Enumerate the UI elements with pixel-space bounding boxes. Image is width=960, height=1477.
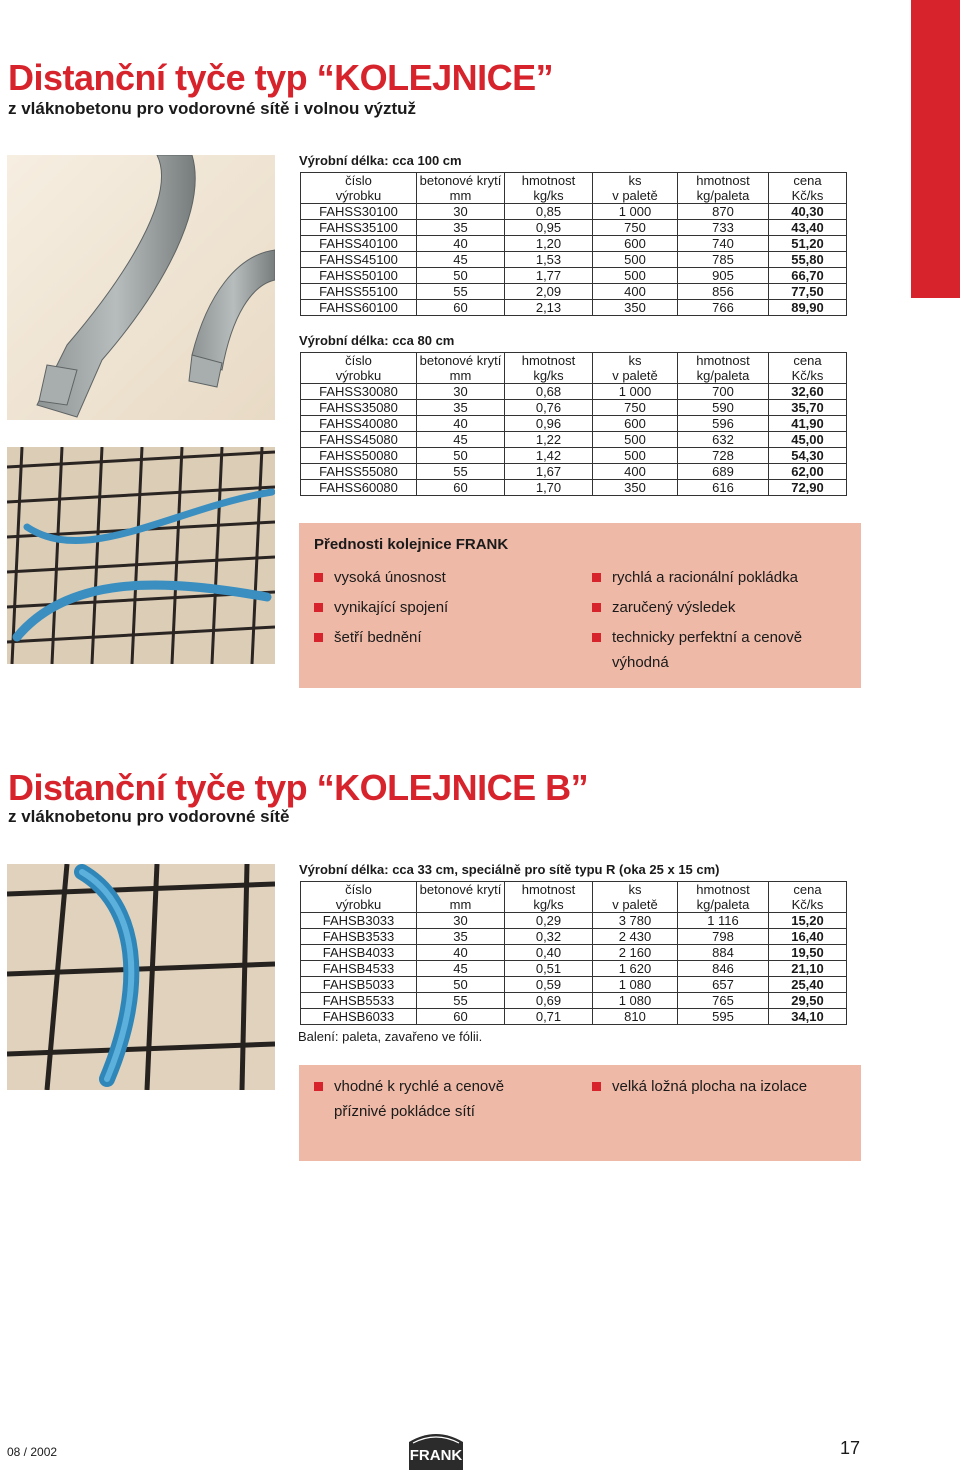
table-cell: 1,70: [505, 480, 593, 496]
table-cell: 0,51: [505, 961, 593, 977]
col-header: betonové krytí: [417, 353, 505, 369]
page-number: 17: [840, 1438, 861, 1458]
advantage-item: [592, 625, 822, 675]
bullet-square-icon: [592, 633, 601, 642]
advantage-item: [314, 565, 584, 590]
table-header-row: [301, 173, 847, 189]
table-cell: 856: [678, 284, 769, 300]
table-cell: 657: [678, 977, 769, 993]
table-cell: 870: [678, 204, 769, 220]
col-header: cena: [769, 353, 847, 369]
col-header: číslo: [301, 353, 417, 369]
table-cell: 0,95: [505, 220, 593, 236]
table-cell: 60: [417, 1009, 505, 1025]
table-cell: 400: [593, 284, 678, 300]
table-cell: 1 080: [593, 977, 678, 993]
product-code-cell: FAHSB3533: [301, 929, 417, 945]
table-cell: 45: [417, 252, 505, 268]
price-cell: 51,20: [769, 236, 847, 252]
table-cell: 689: [678, 464, 769, 480]
table-cell: 500: [593, 432, 678, 448]
table-row: [301, 929, 847, 945]
table-cell: 740: [678, 236, 769, 252]
price-cell: 21,10: [769, 961, 847, 977]
col-header: číslo: [301, 882, 417, 898]
red-edge-tab: [911, 0, 960, 298]
table-cell: 798: [678, 929, 769, 945]
col-header: hmotnost: [505, 353, 593, 369]
col-subheader: kg/paleta: [678, 368, 769, 384]
product-code-cell: FAHSB5533: [301, 993, 417, 1009]
table-cell: 2 430: [593, 929, 678, 945]
table-cell: 50: [417, 977, 505, 993]
table-cell: 55: [417, 284, 505, 300]
table-row: [301, 977, 847, 993]
table-cell: 1,22: [505, 432, 593, 448]
table-cell: 30: [417, 913, 505, 929]
col-header: ks: [593, 882, 678, 898]
table-row: [301, 993, 847, 1009]
table-cell: 765: [678, 993, 769, 1009]
table-header-row: [301, 368, 847, 384]
table-cell: 0,68: [505, 384, 593, 400]
table-cell: 884: [678, 945, 769, 961]
table-row: [301, 384, 847, 400]
rail-b-illustration: [7, 864, 275, 1090]
table-cell: 55: [417, 464, 505, 480]
bullet-square-icon: [314, 573, 323, 582]
table-cell: 2,13: [505, 300, 593, 316]
table-row: [301, 416, 847, 432]
table-cell: 350: [593, 480, 678, 496]
bullet-square-icon: [314, 633, 323, 642]
table-cell: 40: [417, 945, 505, 961]
price-cell: 35,70: [769, 400, 847, 416]
price-cell: 54,30: [769, 448, 847, 464]
price-cell: 89,90: [769, 300, 847, 316]
col-subheader: mm: [417, 368, 505, 384]
table80-label: Výrobní délka: cca 80 cm: [299, 333, 455, 348]
table-cell: 1 116: [678, 913, 769, 929]
table-cell: 766: [678, 300, 769, 316]
table-cell: 1,20: [505, 236, 593, 252]
col-header: hmotnost: [678, 173, 769, 189]
product-code-cell: FAHSS30100: [301, 204, 417, 220]
table-cell: 600: [593, 416, 678, 432]
table-row: [301, 236, 847, 252]
advantage-item: [314, 595, 584, 620]
col-subheader: kg/paleta: [678, 897, 769, 913]
table-row: [301, 400, 847, 416]
product-code-cell: FAHSS60080: [301, 480, 417, 496]
product-code-cell: FAHSS45080: [301, 432, 417, 448]
table-cell: 45: [417, 432, 505, 448]
table-cell: 0,96: [505, 416, 593, 432]
col-subheader: výrobku: [301, 188, 417, 204]
table-cell: 905: [678, 268, 769, 284]
col-subheader: kg/paleta: [678, 188, 769, 204]
col-subheader: Kč/ks: [769, 897, 847, 913]
table-cell: 500: [593, 252, 678, 268]
table-cell: 55: [417, 993, 505, 1009]
bullet-square-icon: [314, 603, 323, 612]
advantage-text: velká ložná plocha na izolace: [612, 1078, 808, 1095]
advantage-text: zaručený výsledek: [612, 599, 736, 616]
table-cell: 60: [417, 480, 505, 496]
col-header: hmotnost: [505, 173, 593, 189]
col-header: betonové krytí: [417, 882, 505, 898]
packaging-note: Balení: paleta, zavařeno ve fólii.: [298, 1029, 483, 1044]
table-cell: 810: [593, 1009, 678, 1025]
table-cell: 785: [678, 252, 769, 268]
table-cell: 1,67: [505, 464, 593, 480]
table-cell: 1,77: [505, 268, 593, 284]
advantage-item: [314, 1074, 514, 1124]
table-row: [301, 252, 847, 268]
advantage-text: vysoká únosnost: [334, 569, 446, 586]
product-code-cell: FAHSS60100: [301, 300, 417, 316]
col-subheader: v paletě: [593, 897, 678, 913]
price-cell: 72,90: [769, 480, 847, 496]
table-cell: 35: [417, 220, 505, 236]
table-cell: 0,40: [505, 945, 593, 961]
table-header-row: [301, 897, 847, 913]
price-cell: 66,70: [769, 268, 847, 284]
table-row: [301, 1009, 847, 1025]
advantage-text: technicky perfektní a cenově výhodná: [612, 629, 803, 671]
col-header: číslo: [301, 173, 417, 189]
col-subheader: v paletě: [593, 188, 678, 204]
table-cell: 60: [417, 300, 505, 316]
advantage-item: [592, 1074, 852, 1099]
price-cell: 34,10: [769, 1009, 847, 1025]
col-subheader: výrobku: [301, 897, 417, 913]
price-cell: 16,40: [769, 929, 847, 945]
table-cell: 1 000: [593, 384, 678, 400]
table-cell: 35: [417, 400, 505, 416]
table-cell: 596: [678, 416, 769, 432]
product-code-cell: FAHSS40100: [301, 236, 417, 252]
table-row: [301, 268, 847, 284]
price-cell: 55,80: [769, 252, 847, 268]
price-cell: 15,20: [769, 913, 847, 929]
mesh-installation-photo: [7, 447, 275, 664]
table-row: [301, 480, 847, 496]
table-row: [301, 204, 847, 220]
table100: [300, 172, 847, 316]
table-row: [301, 220, 847, 236]
footer-date: 08 / 2002: [7, 1445, 58, 1459]
product-code-cell: FAHSS35100: [301, 220, 417, 236]
table-cell: 0,59: [505, 977, 593, 993]
product-code-cell: FAHSS50100: [301, 268, 417, 284]
price-cell: 43,40: [769, 220, 847, 236]
table-cell: 40: [417, 236, 505, 252]
col-subheader: mm: [417, 897, 505, 913]
col-header: hmotnost: [678, 353, 769, 369]
table-cell: 350: [593, 300, 678, 316]
table-row: [301, 961, 847, 977]
table-row: [301, 913, 847, 929]
advantages-b-box: [299, 1065, 861, 1161]
table-cell: 0,32: [505, 929, 593, 945]
col-subheader: Kč/ks: [769, 188, 847, 204]
table-cell: 1 080: [593, 993, 678, 1009]
table-header-row: [301, 882, 847, 898]
section1-title-main: Distanční tyče typ: [8, 57, 317, 98]
logo-text: FRANK: [409, 1447, 463, 1464]
product-code-cell: FAHSB3033: [301, 913, 417, 929]
rail-product-photo: [7, 155, 275, 420]
table-cell: 750: [593, 220, 678, 236]
table-cell: 0,69: [505, 993, 593, 1009]
price-cell: 40,30: [769, 204, 847, 220]
table-cell: 0,29: [505, 913, 593, 929]
col-subheader: mm: [417, 188, 505, 204]
price-cell: 62,00: [769, 464, 847, 480]
product-code-cell: FAHSB4033: [301, 945, 417, 961]
col-header: cena: [769, 173, 847, 189]
product-code-cell: FAHSS35080: [301, 400, 417, 416]
table-cell: 500: [593, 268, 678, 284]
product-code-cell: FAHSB5033: [301, 977, 417, 993]
table-cell: 400: [593, 464, 678, 480]
table-cell: 1,42: [505, 448, 593, 464]
table-cell: 595: [678, 1009, 769, 1025]
table33-label: Výrobní délka: cca 33 cm, speciálně pro sítě typu R (oka 25 x 15 cm): [299, 862, 720, 877]
rail-product-illustration: [7, 155, 275, 420]
table-cell: 1 620: [593, 961, 678, 977]
product-code-cell: FAHSS40080: [301, 416, 417, 432]
price-cell: 29,50: [769, 993, 847, 1009]
table-cell: 0,85: [505, 204, 593, 220]
product-code-cell: FAHSB6033: [301, 1009, 417, 1025]
table-cell: 616: [678, 480, 769, 496]
price-cell: 77,50: [769, 284, 847, 300]
table-cell: 40: [417, 416, 505, 432]
col-header: ks: [593, 353, 678, 369]
bullet-square-icon: [314, 1082, 323, 1091]
col-subheader: výrobku: [301, 368, 417, 384]
bullet-square-icon: [592, 1082, 601, 1091]
table-row: [301, 284, 847, 300]
table-header-row: [301, 353, 847, 369]
table-cell: 500: [593, 448, 678, 464]
advantage-item: [592, 565, 842, 590]
product-code-cell: FAHSS45100: [301, 252, 417, 268]
price-cell: 19,50: [769, 945, 847, 961]
section1-subtitle: z vláknobetonu pro vodorovné sítě i volnou výztuž: [8, 99, 417, 118]
table-cell: 2 160: [593, 945, 678, 961]
price-cell: 25,40: [769, 977, 847, 993]
table-cell: 35: [417, 929, 505, 945]
table-row: [301, 300, 847, 316]
section2-title-main: Distanční tyče typ: [8, 767, 317, 808]
table-header-row: [301, 188, 847, 204]
table-cell: 30: [417, 384, 505, 400]
col-header: hmotnost: [505, 882, 593, 898]
table-cell: 0,71: [505, 1009, 593, 1025]
table-cell: 600: [593, 236, 678, 252]
table-cell: 632: [678, 432, 769, 448]
table-cell: 1 000: [593, 204, 678, 220]
col-subheader: Kč/ks: [769, 368, 847, 384]
rail-b-photo: [7, 864, 275, 1090]
table80: [300, 352, 847, 496]
advantage-text: vynikající spojení: [334, 599, 449, 616]
table-cell: 0,76: [505, 400, 593, 416]
price-cell: 41,90: [769, 416, 847, 432]
col-subheader: kg/ks: [505, 368, 593, 384]
advantages-title: Přednosti kolejnice FRANK: [314, 536, 509, 553]
table-cell: 846: [678, 961, 769, 977]
bullet-square-icon: [592, 603, 601, 612]
table-cell: 2,09: [505, 284, 593, 300]
col-subheader: v paletě: [593, 368, 678, 384]
table-cell: 30: [417, 204, 505, 220]
price-cell: 32,60: [769, 384, 847, 400]
section2-title: [8, 768, 588, 808]
section1-title: [8, 58, 553, 98]
col-header: ks: [593, 173, 678, 189]
product-code-cell: FAHSS50080: [301, 448, 417, 464]
section2-title-quoted: “KOLEJNICE B”: [316, 767, 589, 808]
table-row: [301, 448, 847, 464]
advantages-box: [299, 523, 861, 688]
product-code-cell: FAHSS55100: [301, 284, 417, 300]
table-cell: 50: [417, 268, 505, 284]
col-subheader: kg/ks: [505, 188, 593, 204]
advantage-item: [314, 625, 584, 650]
bullet-square-icon: [592, 573, 601, 582]
mesh-installation-illustration: [7, 447, 275, 664]
advantage-text: rychlá a racionální pokládka: [612, 569, 798, 586]
advantage-text: šetří bednění: [334, 629, 422, 646]
table-cell: 700: [678, 384, 769, 400]
col-subheader: kg/ks: [505, 897, 593, 913]
table-cell: 590: [678, 400, 769, 416]
advantage-text: vhodné k rychlé a cenově příznivé pokládce sítí: [334, 1078, 505, 1120]
col-header: betonové krytí: [417, 173, 505, 189]
frank-logo: [405, 1428, 467, 1472]
col-header: cena: [769, 882, 847, 898]
table-cell: 1,53: [505, 252, 593, 268]
table-row: [301, 464, 847, 480]
table100-label: Výrobní délka: cca 100 cm: [299, 153, 462, 168]
product-code-cell: FAHSS30080: [301, 384, 417, 400]
table-cell: 50: [417, 448, 505, 464]
advantage-item: [592, 595, 842, 620]
table33: [300, 881, 847, 1025]
table-row: [301, 945, 847, 961]
table-row: [301, 432, 847, 448]
table-cell: 45: [417, 961, 505, 977]
section2-subtitle: z vláknobetonu pro vodorovné sítě: [8, 807, 290, 826]
table-cell: 3 780: [593, 913, 678, 929]
col-header: hmotnost: [678, 882, 769, 898]
section1-title-quoted: “KOLEJNICE”: [316, 57, 554, 98]
table-cell: 750: [593, 400, 678, 416]
price-cell: 45,00: [769, 432, 847, 448]
product-code-cell: FAHSB4533: [301, 961, 417, 977]
table-cell: 733: [678, 220, 769, 236]
table-cell: 728: [678, 448, 769, 464]
product-code-cell: FAHSS55080: [301, 464, 417, 480]
